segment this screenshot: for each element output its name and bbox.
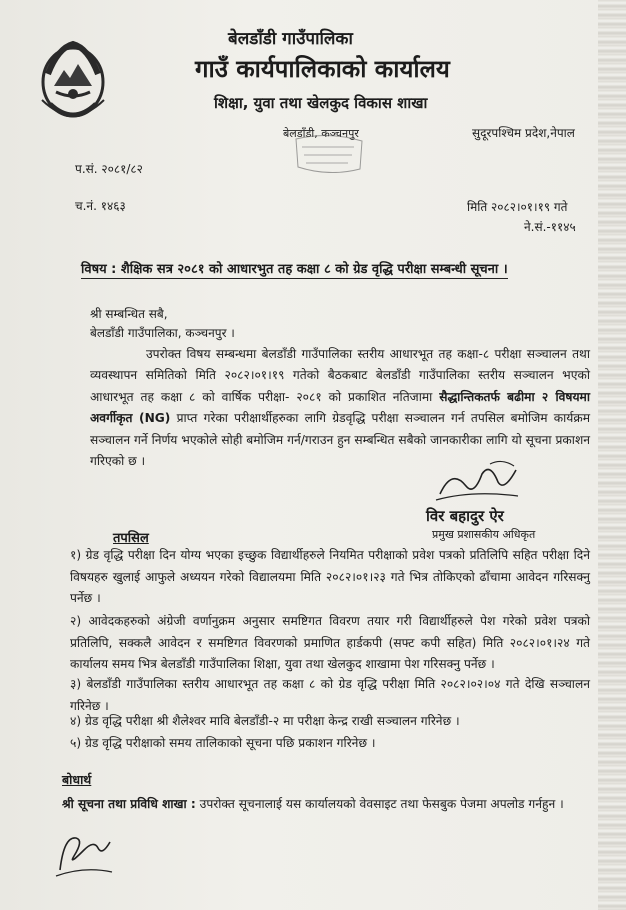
patra-sankhya: प.सं. २०८१/८२ [75, 162, 143, 176]
notice-subject: विषय : शैक्षिक सत्र २०८१ को आधारभुत तह कक्षा ८ को ग्रेड वृद्धि परीक्षा सम्बन्धी सूचना । [81, 259, 508, 279]
office-name: गाउँ कार्यपालिकाको कार्यालय [195, 55, 450, 83]
bodharth-line [62, 795, 564, 812]
bodharth-text: उपरोक्त सूचनालाई यस कार्यालयको वेवसाइट तथा फेसबुक पेजमा अपलोड गर्नहुन । [195, 797, 564, 811]
recipient: बेलडाँडी गाउँपालिका, कञ्चनपुर । [90, 326, 235, 340]
province-name: सुदूरपश्चिम प्रदेश,नेपाल [472, 126, 575, 140]
signature-icon [432, 456, 522, 506]
nepal-emblem-icon [36, 34, 110, 124]
body-text-2: प्राप्त गरेका परीक्षार्थीहरुका लागि ग्रेडवृद्धि परीक्षा सञ्चालन गर्न तपसिल बमोजिम कार्यक्रम सञ्चालन गर्ने निर्णय भएकोले सोही बमोजिम गर्न/गराउन हुन सम्बन्धित सबैको जानकारीका लागि यो सूचना प्रकाशन गरिएको छ । [90, 411, 590, 469]
tapasil-item-3: ३) बेलडाँडी गाउँपालिका स्तरीय आधारभूत तह कक्षा ८ को ग्रेड वृद्धि परीक्षा मिति २०८२।०२।०४ गते देखि सञ्चालन गरिनेछ । [70, 677, 590, 713]
municipality-name: बेलडाँडी गाउँपालिका [228, 29, 353, 49]
bodharth-label: श्री सूचना तथा प्रविधि शाखा : [62, 797, 196, 811]
notice-date: मिति २०८२।०१।१९ गते [467, 200, 568, 214]
body-paragraph [90, 344, 590, 472]
office-address: बेलडाँडी, कञ्चनपुर [283, 127, 359, 140]
tapasil-item-2: २) आवेदकहरुको अंग्रेजी वर्णानुक्रम अनुसार समष्टिगत विवरण तयार गरी विद्यार्थीहरुले पेश गरेको प्रवेश पत्रको प्रतिलिपि, सक्कलै आवेदन र समष्टिगत विवरणको प्रमाणित हार्डकपी (सफ्ट कपी सहित) मिति २०८२।०१।२४ गते कार्यालय समय भित्र बेलडाँडी गाउँपालिका शिक्षा, युवा तथा खेलकुद शाखामा पेश गरिसक्नु पर्नेछ । [70, 614, 590, 671]
body-text-bold: सैद्धान्तिकतर्फ बढीमा २ विषयमा अवर्गीकृत (NG) [90, 389, 590, 426]
tapasil-item-1: १) ग्रेड वृद्धि परीक्षा दिन योग्य भएका इच्छुक विद्यार्थीहरुले नियमित परीक्षाको प्रवेश पत्रको प्रतिलिपि सहित परीक्षा दिने विषयहरु खुलाई आफुले अध्ययन गरेको विद्यालयमा मिति २०८२।०१।२३ गते भित्र तोकिएको ढाँचामा आवेदन गरिसक्नु पर्नेछ । [70, 548, 590, 605]
initials-signature-icon [54, 826, 114, 878]
nepal-samvat: ने.सं.-११४५ [524, 220, 576, 234]
tapasil-heading: तपसिल [113, 531, 149, 546]
tapasil-item-4: ४) ग्रेड वृद्धि परीक्षा श्री शैलेश्वर मावि बेलडाँडी-२ मा परीक्षा केन्द्र राखी सञ्चालन गरिनेछ । [70, 714, 460, 728]
branch-name: शिक्षा, युवा तथा खेलकुद विकास शाखा [214, 94, 428, 112]
office-stamp-icon [294, 133, 364, 173]
signatory-designation: प्रमुख प्रशासकीय अधिकृत [432, 528, 536, 541]
signatory-name: विर बहादुर ऐर [426, 507, 504, 525]
page-edge [598, 0, 626, 910]
chalani-number: च.नं. १४६३ [75, 199, 126, 213]
bodharth-heading: बोधार्थ [62, 772, 92, 787]
body-text-1: उपरोक्त विषय सम्बन्धमा बेलडाँडी गाउँपालिका स्तरीय आधारभूत तह कक्षा-८ परीक्षा सञ्चालन तथा व्यवस्थापन समितिको मिति २०८२।०१।१९ गतेको बैठकबाट बेलडाँडी गाउँपालिका स्तरीय सञ्चालन भएको आधारभूत तह कक्षा ८ को वार्षिक परीक्षा- २०८१ को प्रकाशित नतिजामा [90, 347, 590, 404]
salutation: श्री सम्बन्धित सबै, [90, 307, 168, 321]
tapasil-item-5: ५) ग्रेड वृद्धि परीक्षाको समय तालिकाको सूचना पछि प्रकाशन गरिनेछ । [70, 736, 376, 750]
